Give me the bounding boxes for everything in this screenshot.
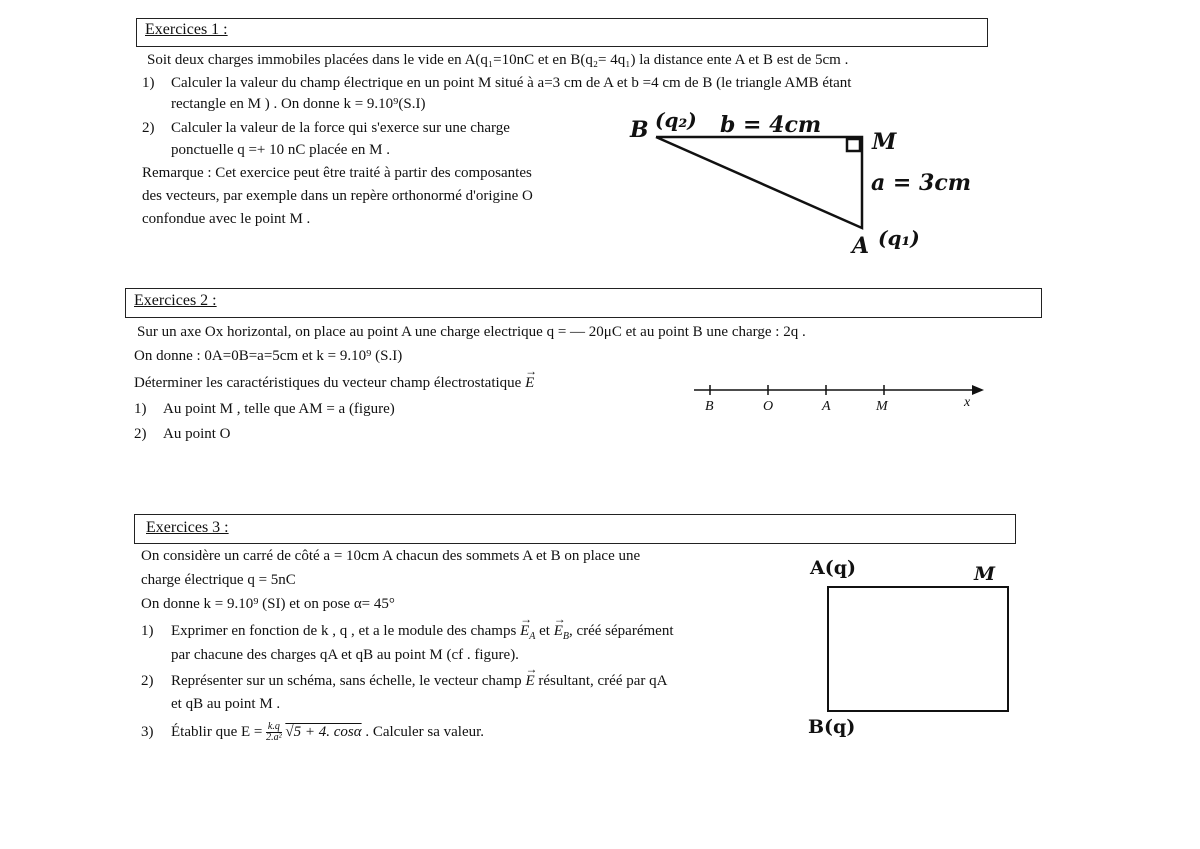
ex2-axis-figure xyxy=(690,380,990,400)
square-outline xyxy=(828,587,1008,711)
ex3-q3-fraction xyxy=(266,722,282,743)
ex1-q2-line1: Calculer la valeur de la force qui s'exerce sur une charge xyxy=(171,120,510,136)
ex2-line2: On donne : 0A=0B=a=5cm et k = 9.10⁹ (S.I) xyxy=(134,348,403,364)
ex2-q2: Au point O xyxy=(163,426,231,442)
ex3-q3-text-b: . Calculer sa valeur. xyxy=(365,724,485,740)
ex3-q1-ea-sub: A xyxy=(529,631,536,642)
axis-arrowhead xyxy=(972,385,984,395)
ex3-q2-line2: et qB au point M . xyxy=(171,696,281,712)
ex3-q1-vec-eb xyxy=(554,621,569,647)
ex1-q2-num: 2) xyxy=(142,120,155,136)
ex3-q3-frac-den: 2.a² xyxy=(266,732,282,744)
ex3-q3-frac-num: k.q xyxy=(267,721,280,733)
ex3-q1-line2: par chacune des charges qA et qB au point M (cf . figure). xyxy=(171,647,519,663)
ex3-q1-ea: E xyxy=(520,623,530,639)
ex2-line1: Sur un axe Ox horizontal, on place au point A une charge electrique q = — 20μC et au point B une charge : 2q . xyxy=(137,324,806,340)
ex2-q2-num: 2) xyxy=(134,426,147,442)
ex3-line1: On considère un carré de côté a = 10cm A chacun des sommets A et B on place une xyxy=(141,548,641,564)
ex3-q3-line xyxy=(171,718,484,746)
ex1-remark-line2: des vecteurs, par exemple dans un repère orthonormé d'origine O xyxy=(142,188,533,204)
ex3-line2: charge électrique q = 5nC xyxy=(141,572,296,588)
ex2-line3-text: Déterminer les caractéristiques du vecteur champ électrostatique xyxy=(134,375,522,391)
ex1-fig-q2-label: (q₂) xyxy=(655,108,697,132)
ex2-q1: Au point M , telle que AM = a (figure) xyxy=(163,401,395,417)
axis-label-b: B xyxy=(705,399,714,414)
ex3-q3-sqrt: √5 + 4. cosα xyxy=(285,724,362,740)
ex1-remark-line3: confondue avec le point M . xyxy=(142,211,311,227)
ex2-header-box xyxy=(125,288,1042,318)
ex3-q1-text-a: Exprimer en fonction de k , q , et a le module des champs xyxy=(171,623,517,639)
right-angle-mark xyxy=(847,139,860,151)
ex1-q1-num: 1) xyxy=(142,75,155,91)
ex2-line3 xyxy=(134,373,534,393)
ex2-vec-e: → E xyxy=(525,373,534,393)
ex3-fig-a-label: A(q) xyxy=(810,557,857,579)
axis-label-m: M xyxy=(876,399,888,414)
ex1-remark-line1: Remarque : Cet exercice peut être traité à partir des composantes xyxy=(142,165,532,181)
ex3-q2-text-b: résultant, créé par qA xyxy=(538,673,668,689)
ex3-q2-vec-e: → E xyxy=(525,671,534,691)
ex3-q1-line1 xyxy=(171,621,674,647)
ex3-fig-m-label: M xyxy=(974,563,996,585)
ex1-fig-a-label: A xyxy=(852,233,870,259)
ex3-fig-b-label: B(q) xyxy=(808,716,856,738)
ex1-fig-q1-label: (q₁) xyxy=(878,226,920,250)
ex1-q2-line2: ponctuelle q =+ 10 nC placée en M . xyxy=(171,142,390,158)
ex3-title: Exercices 3 : xyxy=(146,519,229,536)
ex3-q1-et: et xyxy=(539,623,550,639)
ex1-q1-line2: rectangle en M ) . On donne k = 9.10⁹(S.I) xyxy=(171,96,426,112)
ex1-fig-b-label: B xyxy=(630,117,649,143)
ex3-q3-text-a: Établir que E = xyxy=(171,724,263,740)
ex3-q2-line1 xyxy=(171,671,667,691)
ex3-q2-text-a: Représenter sur un schéma, sans échelle, le vecteur champ xyxy=(171,673,522,689)
ex1-intro: Soit deux charges immobiles placées dans le vide en A(q₁=10nC et en B(q₂= 4q₁) la distance ente A et B est de 5cm . xyxy=(147,52,849,68)
ex1-fig-a-side: a = 3cm xyxy=(871,170,971,196)
ex1-title: Exercices 1 : xyxy=(145,21,228,38)
ex3-q1-eb: E xyxy=(553,623,563,639)
ex3-line3: On donne k = 9.10⁹ (SI) et on pose α= 45° xyxy=(141,596,395,612)
ex3-square-figure xyxy=(826,585,1010,715)
triangle-outline xyxy=(656,137,862,228)
axis-label-x: x xyxy=(964,395,971,410)
ex3-q2-num: 2) xyxy=(141,673,154,689)
axis-label-o: O xyxy=(763,399,774,414)
ex1-fig-b-side: b = 4cm xyxy=(720,112,822,138)
ex2-q1-num: 1) xyxy=(134,401,147,417)
ex2-title: Exercices 2 : xyxy=(134,292,217,309)
ex3-q3-num: 3) xyxy=(141,724,154,740)
ex1-q1-line1: Calculer la valeur du champ électrique en un point M situé à a=3 cm de A et b =4 cm de B (le triangle AMB étant xyxy=(171,75,852,91)
ex3-q1-vec-ea xyxy=(520,621,535,647)
ex3-q1-text-b: , créé séparément xyxy=(568,623,674,639)
ex3-header-box xyxy=(134,514,1016,544)
ex1-fig-m-label: M xyxy=(872,129,897,155)
ex3-q1-eb-sub: B xyxy=(562,631,569,642)
axis-label-a: A xyxy=(822,399,831,414)
ex3-q1-num: 1) xyxy=(141,623,154,639)
ex1-header-box xyxy=(136,18,988,47)
